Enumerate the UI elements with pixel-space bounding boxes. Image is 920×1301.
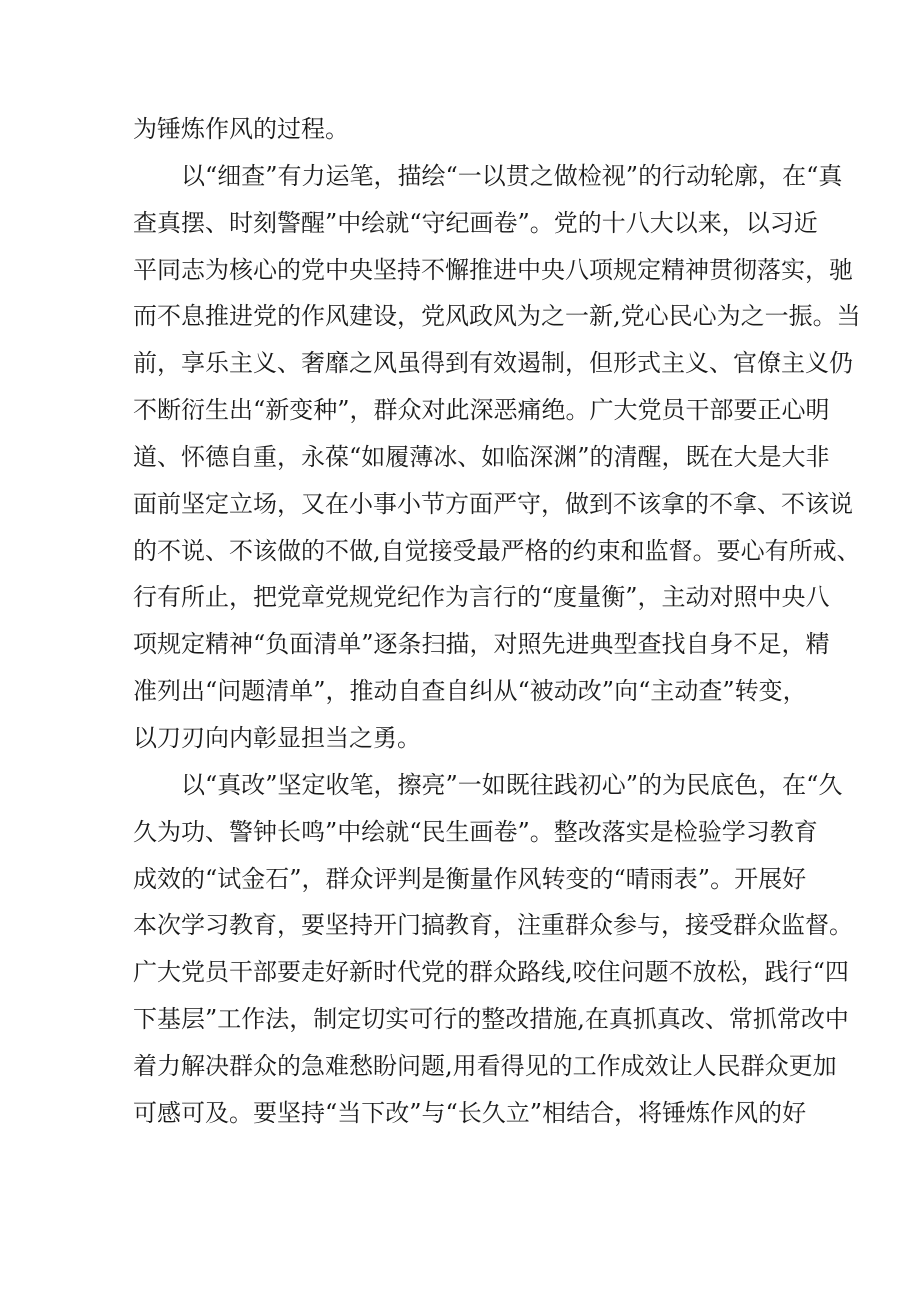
- text-line: 面前坚定立场，又在小事小节方面严守，做到不该拿的不拿、不该说: [133, 489, 853, 518]
- paragraph-first-line: 以“真改”坚定收笔，擦亮”一如既往践初心”的为民底色，在“久: [181, 770, 843, 799]
- text-line: 为锤炼作风的过程。: [133, 115, 349, 143]
- text-line: 道、怀德自重，永葆“如履薄冰、如临深渊”的清醒，既在大是大非: [133, 442, 830, 471]
- text-line: 而不息推进党的作风建设，党风政风为之一新,党心民心为之一振。当: [133, 302, 861, 331]
- text-line: 项规定精神“负面清单”逐条扫描，对照先进典型查找自身不足，精: [133, 630, 830, 659]
- text-line: 久为功、警钟长鸣”中绘就“民生画卷”。整改落实是检验学习教育: [133, 817, 818, 846]
- text-line: 成效的“试金石”，群众评判是衡量作风转变的“晴雨表”。开展好: [133, 864, 807, 893]
- text-line: 以刀刃向内彰显担当之勇。: [133, 723, 421, 752]
- text-line: 下基层”工作法，制定切实可行的整改措施,在真抓真改、常抓常改中: [133, 1005, 849, 1034]
- text-line: 准列出“问题清单”，推动自查自纠从“被动改”向“主动查”转变，: [133, 677, 807, 706]
- text-line: 广大党员干部要走好新时代党的群众路线,咬住问题不放松，践行“四: [133, 958, 849, 987]
- text-line: 的不说、不该做的不做,自觉接受最严格的约束和监督。要心有所戒、: [133, 536, 861, 565]
- text-line: 本次学习教育，要坚持开门搞教育，注重群众参与，接受群众监督。: [133, 911, 853, 940]
- text-line: 前，享乐主义、奢靡之风虽得到有效遏制，但形式主义、官僚主义仍: [133, 349, 853, 378]
- document-body: [133, 106, 861, 1137]
- text-line: 不断衍生出“新变种”，群众对此深恶痛绝。广大党员干部要正心明: [133, 396, 830, 425]
- text-line: 可感可及。要坚持“当下改”与“长久立”相结合，将锤炼作风的好: [133, 1098, 807, 1127]
- text-line: 查真摆、时刻警醒”中绘就“守纪画卷”。党的十八大以来，以习近: [133, 208, 818, 237]
- text-line: 行有所止，把党章党规党纪作为言行的“度量衡”，主动对照中央八: [133, 583, 830, 612]
- paragraph-first-line: 以“细查”有力运笔，描绘“一以贯之做检视”的行动轮廓，在“真: [181, 161, 843, 190]
- text-line: 着力解决群众的急难愁盼问题,用看得见的工作成效让人民群众更加: [133, 1051, 837, 1080]
- text-line: 平同志为核心的党中央坚持不懈推进中央八项规定精神贯彻落实，驰: [133, 255, 853, 284]
